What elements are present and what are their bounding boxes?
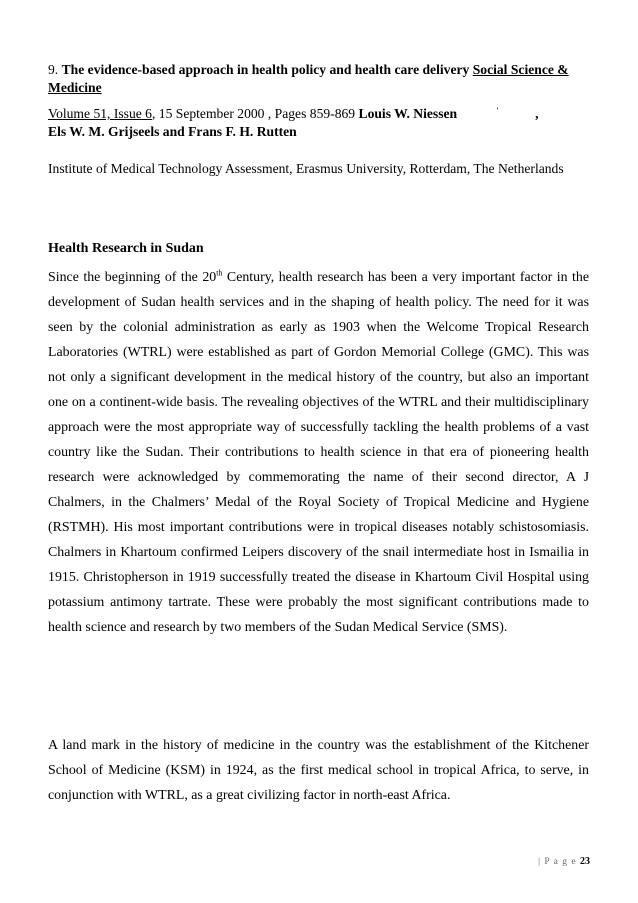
date-pages: , 15 September 2000 , Pages 859-869 <box>151 106 356 121</box>
page-label: | P a g e <box>538 857 577 867</box>
reference-number: 9. <box>48 62 59 77</box>
paragraph-2: A land mark in the history of medicine in the country was the establishment of the Kitchener School of Medicine (KSM) in 1924, as the first medical school in tropical Africa, to serve, in conjunction with WTRL, as a great civilizing factor in north-east Africa. <box>48 738 589 803</box>
page-number: 23 <box>580 856 590 867</box>
ordinal-superscript: th <box>216 268 223 278</box>
author-comma: , <box>535 106 539 121</box>
page-footer <box>480 856 590 867</box>
volume-issue-link[interactable]: Volume 51, Issue 6 <box>48 106 152 121</box>
journal-link[interactable]: Social Science & Medicine <box>48 62 569 95</box>
reference-volume-authors <box>48 102 590 141</box>
paragraph-1-rest: Century, health research has been a very important factor in the development of Sudan health services and in the shaping of health policy. The need for it was seen by the colonial administration as early as 1903 when the Welcome Tropical Research Laboratories (WTRL) were established as part of Gordon Memorial College (GMC). This was not only a significant development in the medical history of the country, but also an important one on a continent-wide basis. The revealing objectives of the WTRL and their multidisciplinary approach were the most appropriate way of successfully tackling the health problems of a vast country like the Sudan. Their contributions to health science in that era of pioneering health research were acknowledged by commemorating the name of their second director, A J Chalmers, in the Chalmers’ Medal of the Royal Society of Tropical Medicine and Hygiene (RSTMH). His most important contributions were in tropical diseases notably schistosomiasis. Chalmers in Khartoum confirmed Leipers discovery of the snail intermediate host in Ismailia in 1915. Christopherson in 1919 successfully treated the disease in Khartoum Civil Hospital using potassium antimony tartrate. These were probably the most significant contributions made to health science and research by two members of the Sudan Medical Service (SMS). <box>48 270 589 635</box>
paragraph-1 <box>48 265 589 640</box>
section-heading: Health Research in Sudan <box>48 241 204 256</box>
author-first: Louis W. Niessen <box>358 106 458 121</box>
affiliation: Institute of Medical Technology Assessment, Erasmus University, Rotterdam, The Netherlands <box>48 161 564 176</box>
authors-rest: Els W. M. Grijseels and Frans F. H. Rutten <box>48 124 297 139</box>
paragraph-1-start: Since the beginning of the 20 <box>48 270 217 285</box>
author-separator-mark: ' <box>496 106 499 116</box>
reference-title <box>48 61 590 97</box>
article-title: The evidence-based approach in health policy and health care delivery <box>61 62 470 77</box>
